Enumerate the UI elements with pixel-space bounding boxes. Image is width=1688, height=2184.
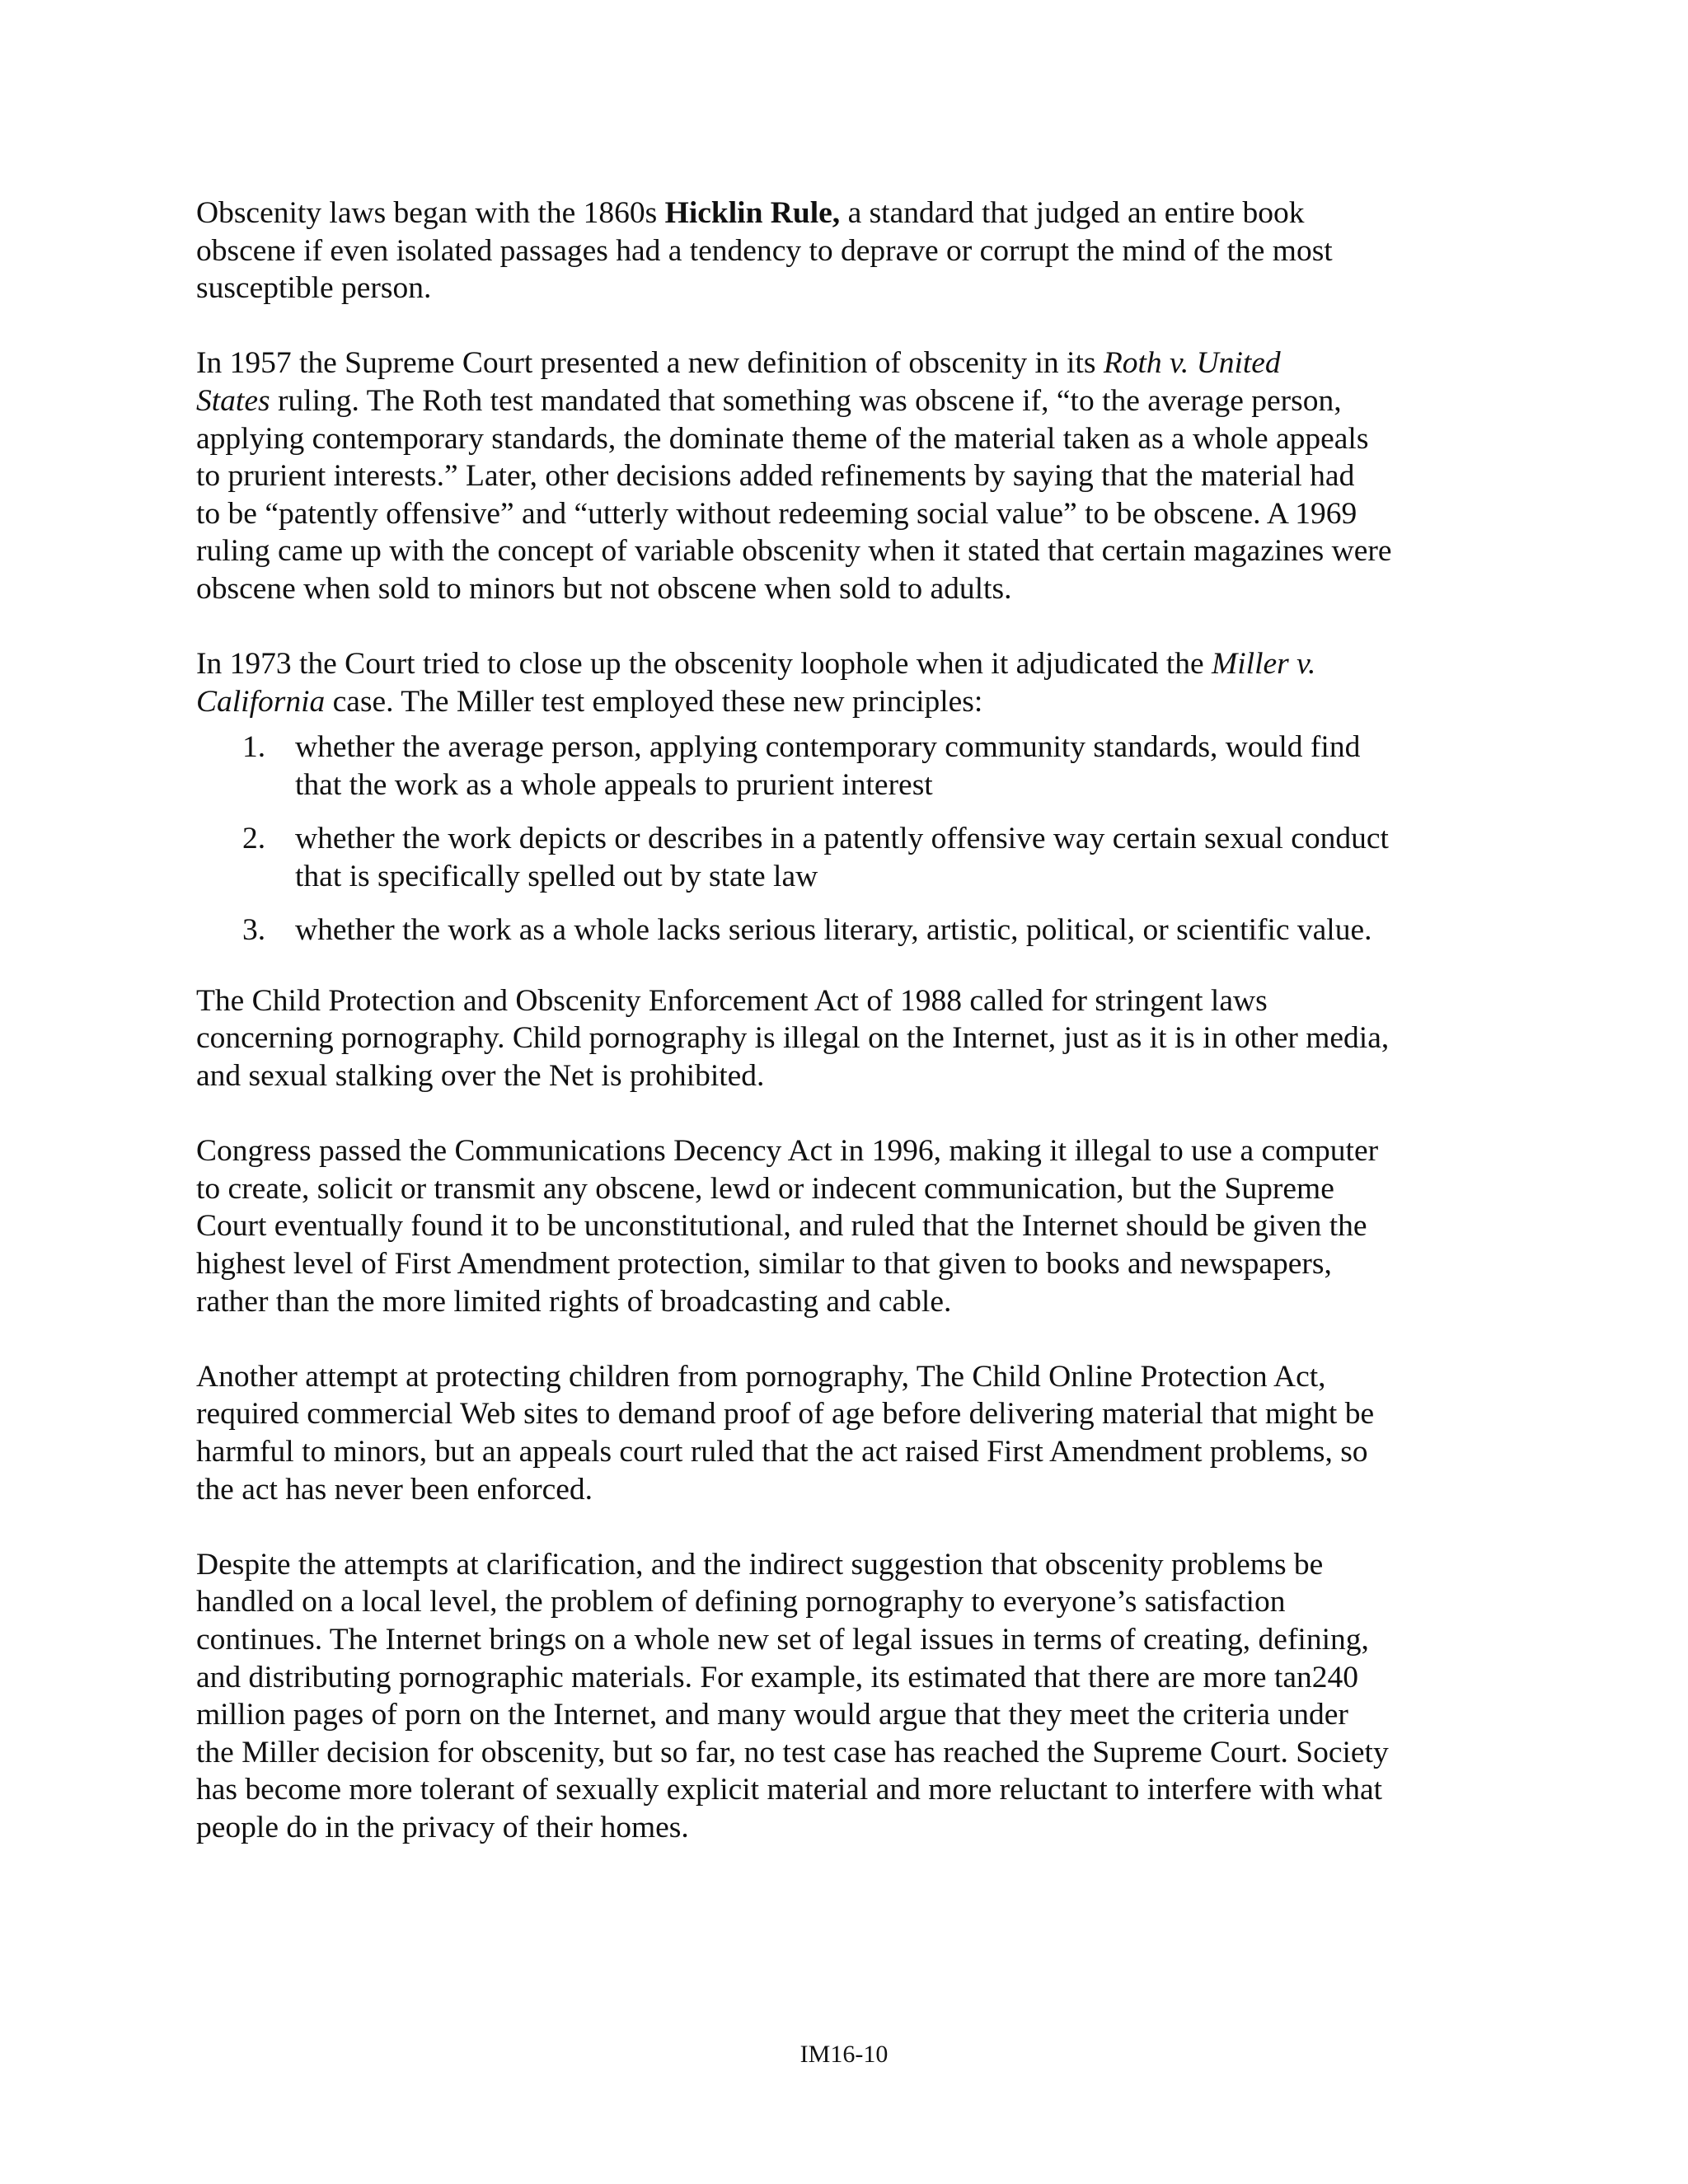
text-line: States ruling. The Roth test mandated that something was obscene if, “to the average person,: [196, 383, 1342, 418]
case-name-roth: Roth v. United: [1103, 346, 1281, 381]
paragraph-child-protection-act: [196, 982, 1498, 1095]
text-line: whether the work depicts or describes in a patently offensive way certain sexual conduct: [295, 822, 1389, 856]
list-item: [196, 820, 1498, 895]
paragraph-communications-decency-act: [196, 1132, 1498, 1320]
paragraph-hicklin: [196, 194, 1498, 307]
text-line: has become more tolerant of sexually explicit material and more reluctant to interfere with what: [196, 1773, 1383, 1807]
text-line: obscene if even isolated passages had a tendency to deprave or corrupt the mind of the most: [196, 233, 1333, 268]
text-line: that is specifically spelled out by state law: [295, 859, 818, 893]
text-line: whether the average person, applying contemporary community standards, would find: [295, 729, 1361, 764]
text-line: ruling came up with the concept of variable obscenity when it stated that certain magazines were: [196, 534, 1392, 569]
text-line: to be “patently offensive” and “utterly without redeeming social value” to be obscene. A 1969: [196, 496, 1357, 531]
text-line: the act has never been enforced.: [196, 1472, 593, 1507]
text-line: and distributing pornographic materials. For example, its estimated that there are more tan240: [196, 1660, 1359, 1694]
text-line: California case. The Miller test employed these new principles:: [196, 684, 983, 719]
case-name-miller-cont: California: [196, 684, 326, 719]
miller-principles-list: [196, 729, 1498, 949]
bold-term-hicklin-rule: Hicklin Rule,: [664, 196, 841, 230]
list-item: [196, 729, 1498, 804]
text-line: Despite the attempts at clarification, and the indirect suggestion that obscenity problems be: [196, 1547, 1324, 1582]
text-line: applying contemporary standards, the dominate theme of the material taken as a whole appeals: [196, 421, 1369, 456]
text-line: highest level of First Amendment protection, similar to that given to books and newspapers,: [196, 1247, 1332, 1282]
text-line: handled on a local level, the problem of defining pornography to everyone’s satisfaction: [196, 1585, 1286, 1619]
text-line: that the work as a whole appeals to prurient interest: [295, 767, 933, 802]
text-line: obscene when sold to minors but not obscene when sold to adults.: [196, 571, 1012, 606]
document-page: [196, 194, 1498, 1884]
text-line: In 1957 the Supreme Court presented a new definition of obscenity in its Roth v. United: [196, 346, 1281, 381]
paragraph-roth: [196, 344, 1498, 607]
text-line: susceptible person.: [196, 271, 432, 306]
case-name-roth-cont: States: [196, 383, 270, 418]
text-line: The Child Protection and Obscenity Enforcement Act of 1988 called for stringent laws: [196, 983, 1268, 1018]
text-line: continues. The Internet brings on a whole new set of legal issues in terms of creating, defining,: [196, 1622, 1369, 1657]
text-line: rather than the more limited rights of broadcasting and cable.: [196, 1284, 952, 1319]
text-line: million pages of porn on the Internet, and many would argue that they meet the criteria under: [196, 1698, 1348, 1732]
text-line: to create, solicit or transmit any obscene, lewd or indecent communication, but the Supreme: [196, 1171, 1334, 1206]
paragraph-conclusion: [196, 1546, 1498, 1847]
list-number: 2.: [242, 822, 266, 856]
text-line: to prurient interests.” Later, other decisions added refinements by saying that the material had: [196, 459, 1355, 494]
page-number-label: IM16-10: [799, 2041, 889, 2068]
list-number: 1.: [242, 729, 266, 764]
text-line: the Miller decision for obscenity, but so far, no test case has reached the Supreme Court. Society: [196, 1735, 1389, 1769]
text-line: whether the work as a whole lacks serious literary, artistic, political, or scientific value.: [295, 913, 1372, 948]
list-item: [196, 912, 1498, 949]
paragraph-miller: [196, 645, 1498, 720]
text-line: Congress passed the Communications Decency Act in 1996, making it illegal to use a computer: [196, 1134, 1379, 1169]
paragraph-child-online-protection-act: [196, 1358, 1498, 1508]
text-line: harmful to minors, but an appeals court ruled that the act raised First Amendment problems, so: [196, 1435, 1368, 1469]
text-line: required commercial Web sites to demand proof of age before delivering material that might be: [196, 1397, 1375, 1432]
case-name-miller: Miller v.: [1212, 647, 1316, 682]
text-line: people do in the privacy of their homes.: [196, 1810, 689, 1844]
text-line: Court eventually found it to be unconstitutional, and ruled that the Internet should be given the: [196, 1209, 1367, 1244]
text-line: Obscenity laws began with the 1860s Hicklin Rule, a standard that judged an entire book: [196, 196, 1305, 230]
text-line: and sexual stalking over the Net is prohibited.: [196, 1059, 765, 1094]
page-footer: [0, 2040, 1688, 2069]
text-line: Another attempt at protecting children from pornography, The Child Online Protection Act,: [196, 1359, 1326, 1394]
text-line: concerning pornography. Child pornography is illegal on the Internet, just as it is in other media,: [196, 1021, 1390, 1056]
list-number: 3.: [242, 913, 266, 948]
text-line: In 1973 the Court tried to close up the obscenity loophole when it adjudicated the Miller v.: [196, 647, 1316, 682]
